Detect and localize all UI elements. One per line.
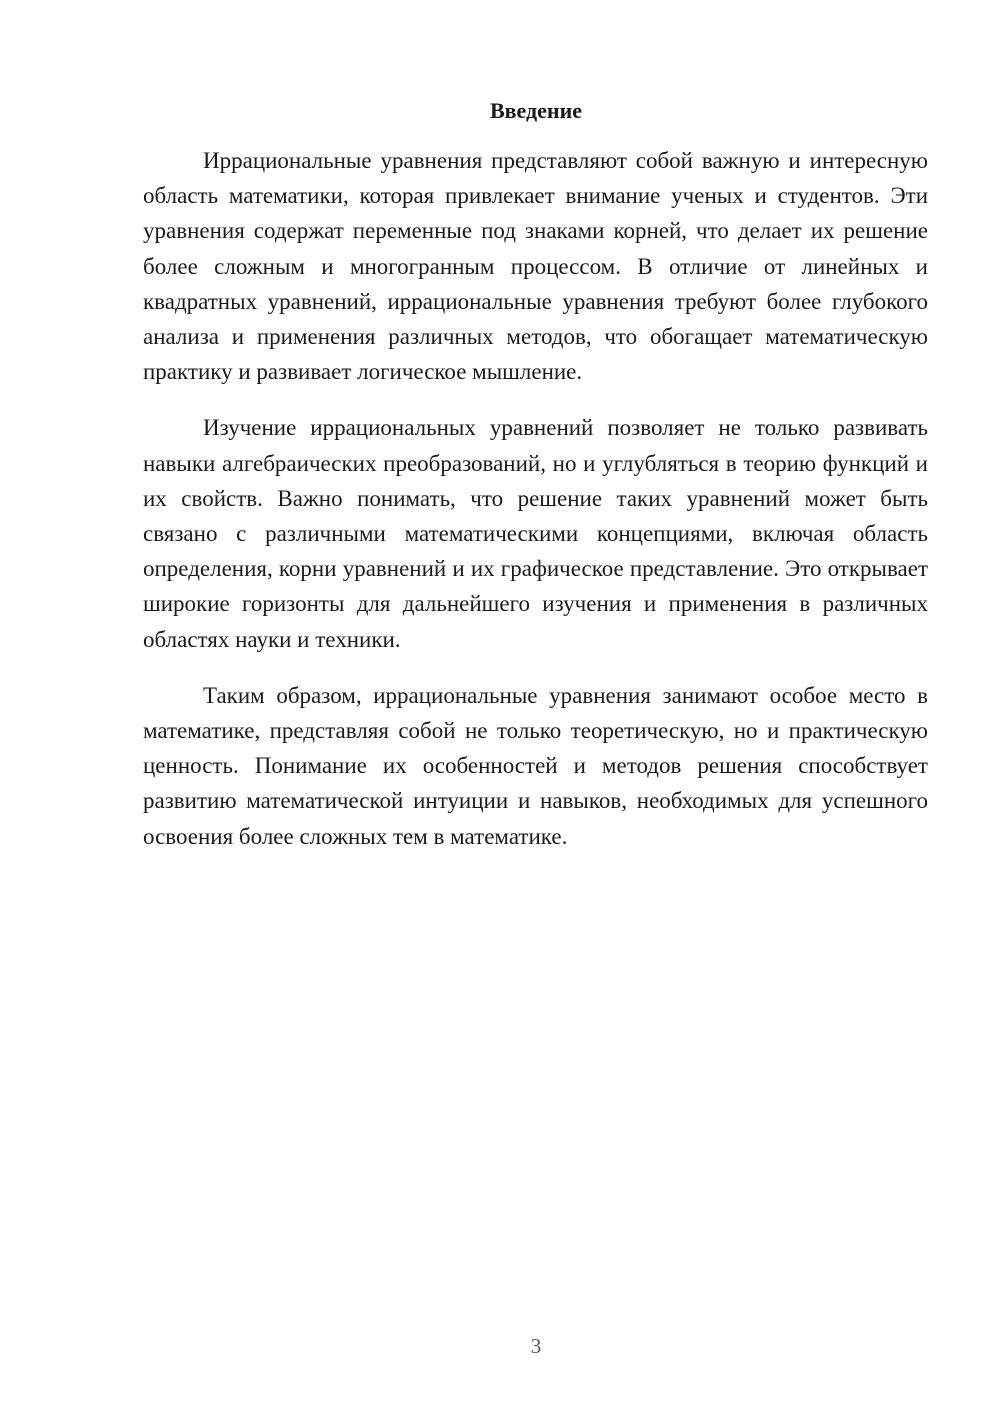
document-body [143, 143, 928, 875]
section-heading: Введение [489, 98, 583, 123]
page-number: 3 [530, 1334, 542, 1358]
paragraph-3: Таким образом, иррациональные уравнения занимают особое место в математике, представляя собой не только теоретическую, но и практическую ценность. Понимание их особенностей и методов решения способствует развитию математической интуиции и навыков, необходимых для успешного освоения более сложных тем в математике. [143, 682, 928, 849]
paragraph-1: Иррациональные уравнения представляют собой важную и интересную область математики, которая привлекает внимание ученых и студентов. Эти уравнения содержат переменные под знаками корней, что делает их решение более сложным и многогранным процессом. В отличие от линейных и квадратных уравнений, иррациональные уравнения требуют более глубокого анализа и применения различных методов, что обогащает математическую практику и развивает логическое мышление. [143, 148, 928, 385]
paragraph-2: Изучение иррациональных уравнений позволяет не только развивать навыки алгебраических преобразований, но и углубляться в теорию функций и их свойств. Важно понимать, что решение таких уравнений может быть связано с различными математическими концепциями, включая область определения, корни уравнений и их графическое представление. Это открывает широкие горизонты для дальнейшего изучения и применения в различных областях науки и техники. [143, 415, 928, 652]
